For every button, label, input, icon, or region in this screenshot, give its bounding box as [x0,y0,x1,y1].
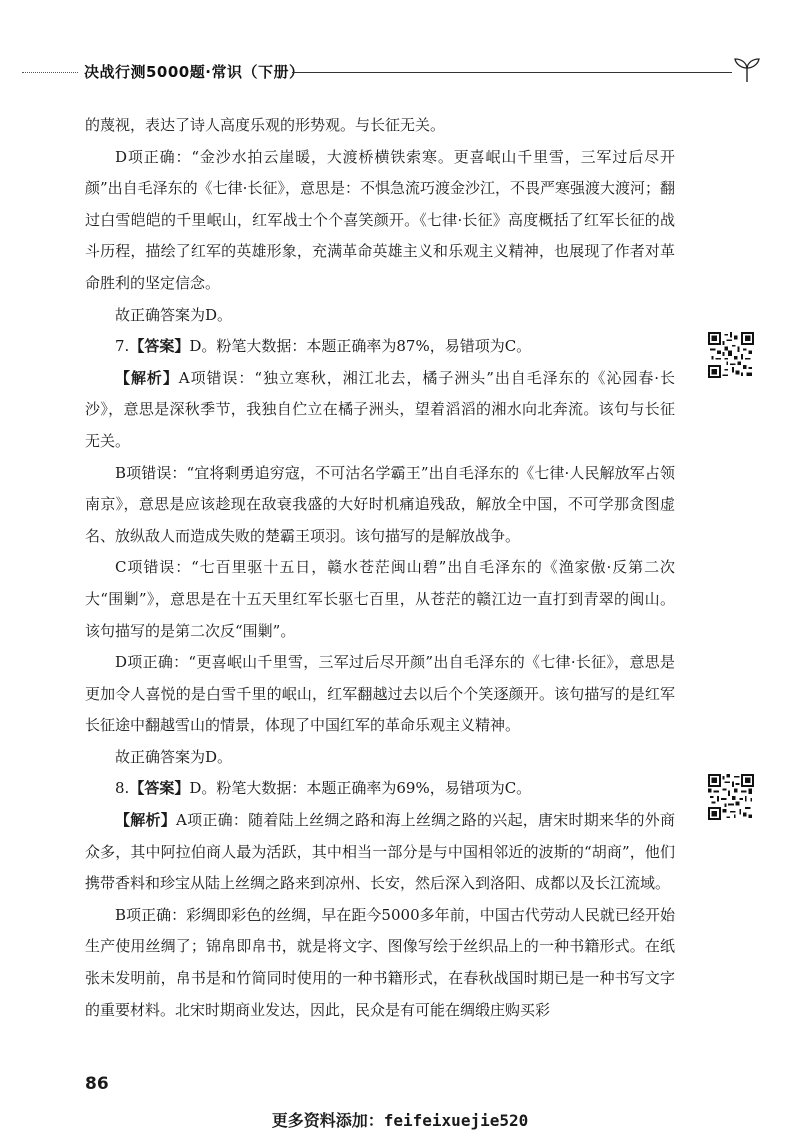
question-number: 8. [115,779,130,798]
paragraph: B项错误：“宜将剩勇追穷寇，不可沽名学霸王”出自毛泽东的《七律·人民解放军占领南京》，意思是应该趁现在敌衰我盛的大好时机痛追残敌，解放全中国，不可学那贪图虚名、放纵敌人而造成失败的楚霸王项羽。该句描写的是解放战争。 [85,463,675,545]
header-dotted-rule [22,72,78,73]
qr-code-icon[interactable] [708,774,754,820]
footer-note [0,1108,800,1131]
analysis-tag: 【解析】 [115,368,179,387]
answer-text: D。粉笔大数据：本题正确率为69%，易错项为C。 [189,779,532,798]
analysis-text: A项正确：随着陆上丝绸之路和海上丝绸之路的兴起，唐宋时期来华的外商众多，其中阿拉伯商人最为活跃，其中相当一部分是与中国相邻近的波斯的“胡商”，他们携带香料和珍宝从陆上丝绸之路来到凉州、长安，然后深入到洛阳、成都以及长江流域。 [85,811,675,893]
answer-line: 故正确答案为D。 [115,747,233,766]
page-number: 86 [85,1074,109,1094]
question-8-answer [85,773,675,805]
answer-text: D。粉笔大数据：本题正确率为87%，易错项为C。 [189,337,532,356]
footer-contact-id: feifeixuejie520 [383,1111,529,1130]
answer-tag: 【答案】 [129,779,190,798]
qr-code-icon[interactable] [708,332,754,378]
book-title: 决战行测5000题·常识（下册） [84,63,305,81]
analysis-text: A项错误：“独立寒秋，湘江北去，橘子洲头”出自毛泽东的《沁园春·长沙》，意思是深秋季节，我独自伫立在橘子洲头，望着滔滔的湘水向北奔流。该句与长征无关。 [85,368,675,450]
question-7-analysis [85,363,675,458]
answer-content [85,110,675,1026]
answer-tag: 【答案】 [129,337,190,356]
paragraph: D项正确：“金沙水拍云崖暖，大渡桥横铁索寒。更喜岷山千里雪，三军过后尽开颜”出自毛泽东的《七律·长征》，意思是：不惧急流巧渡金沙江，不畏严寒强渡大渡河；翻过白雪皑皑的千里岷山，红军战士个个喜笑颜开。《七律·长征》高度概括了红军长征的战斗历程，描绘了红军的英雄形象，充满革命英雄主义和乐观主义精神，也展现了作者对革命胜利的坚定信念。 [85,147,675,292]
paragraph: D项正确：“更喜岷山千里雪，三军过后尽开颜”出自毛泽东的《七律·长征》，意思是更加令人喜悦的是白雪千里的岷山，红军翻越过去以后个个笑逐颜开。该句描写的是红军长征途中翻越雪山的情景，体现了中国红军的革命乐观主义精神。 [85,653,675,735]
page-header [0,58,800,88]
paragraph: B项正确：彩绸即彩色的丝绸，早在距今5000多年前，中国古代劳动人民就已经开始生产使用丝绸了；锦帛即帛书，就是将文字、图像写绘于丝织品上的一种书籍形式。在纸张未发明前，帛书是和竹简同时使用的一种书籍形式，在春秋战国时期已是一种书写文字的重要材料。北宋时期商业发达，因此，民众是有可能在绸缎庄购买彩 [85,905,675,1019]
sprout-icon [732,58,762,82]
paragraph: C项错误：“七百里驱十五日，赣水苍茫闽山碧”出自毛泽东的《渔家傲·反第二次大“围剿”》，意思是在十五天里红军长驱七百里，从苍茫的赣江边一直打到青翠的闽山。该句描写的是第二次反“围剿”。 [85,558,675,640]
analysis-tag: 【解析】 [115,811,177,830]
question-8-analysis [85,805,675,900]
footer-label: 更多资料添加： [271,1111,384,1130]
question-number: 7. [115,337,130,356]
paragraph: 的蔑视，表达了诗人高度乐观的形势观。与长征无关。 [85,116,446,134]
question-7-answer [85,331,675,363]
header-rule [292,72,732,73]
answer-line: 故正确答案为D。 [115,305,233,324]
